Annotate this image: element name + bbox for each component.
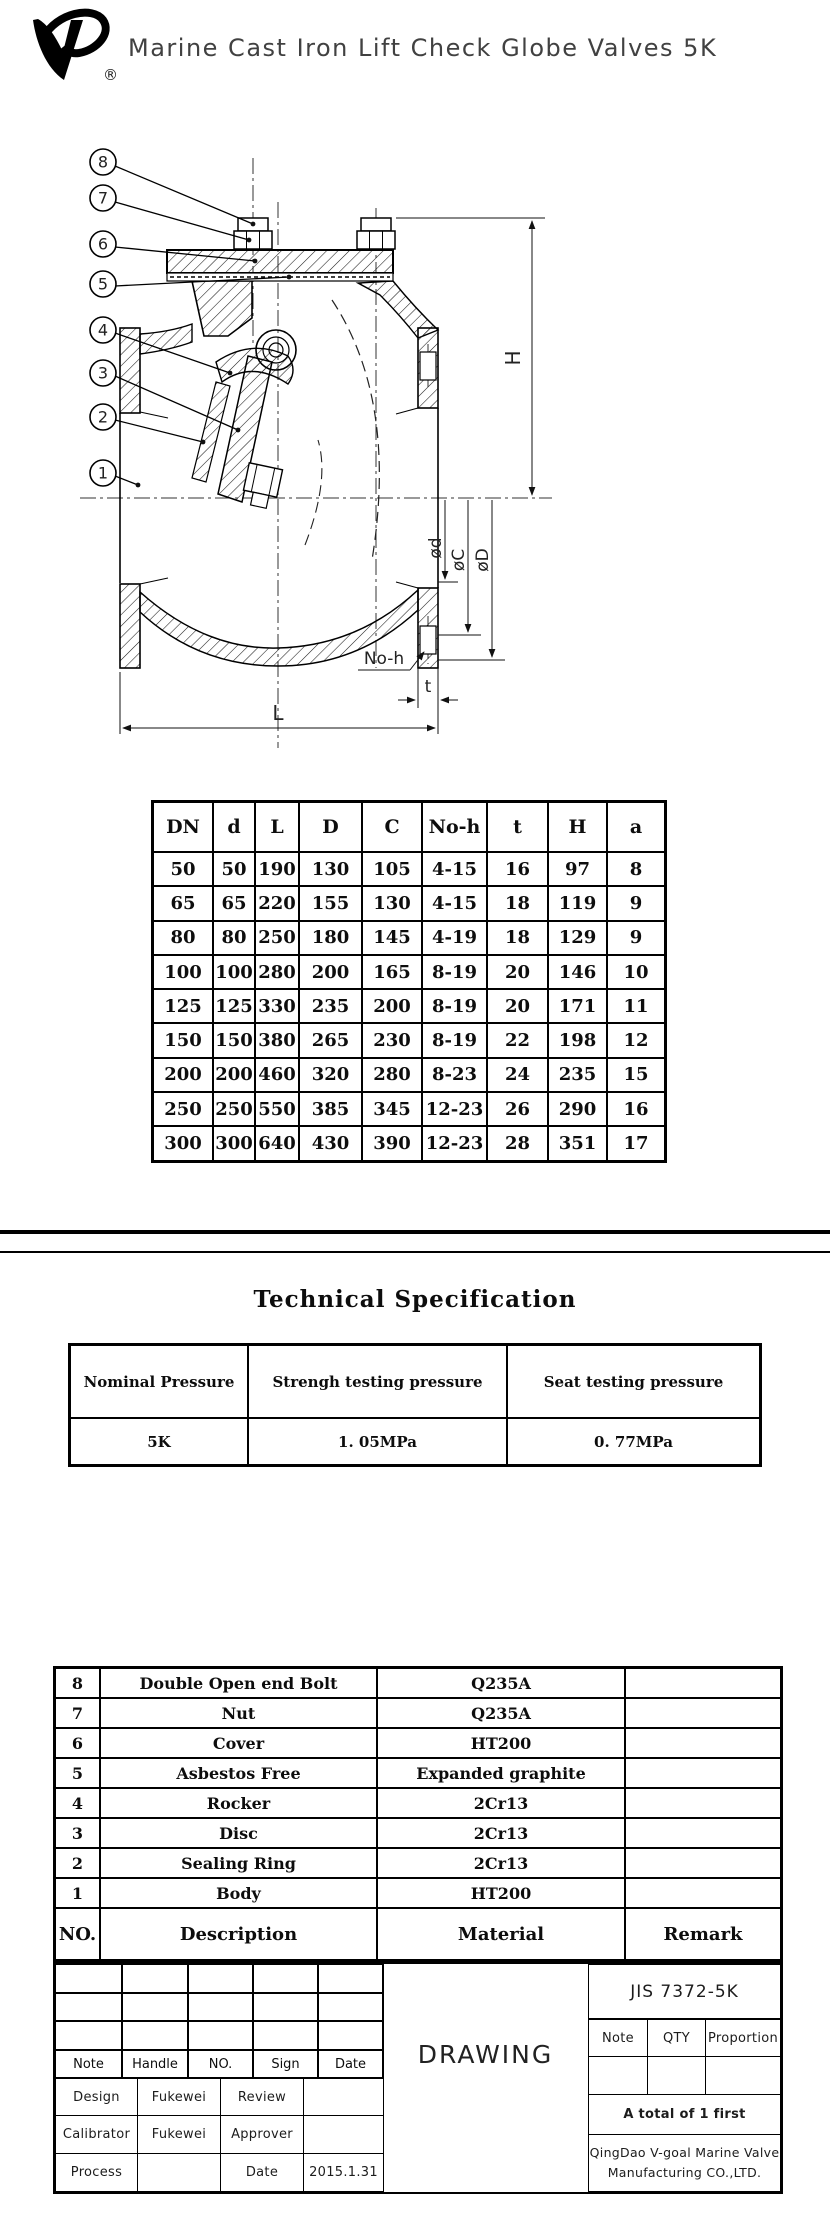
dim-col-header: DN — [153, 802, 213, 852]
dim-cell: 80 — [153, 921, 213, 955]
part-description: Nut — [100, 1698, 377, 1728]
part-remark — [625, 1758, 781, 1788]
part-remark — [625, 1848, 781, 1878]
parts-col-header: Remark — [625, 1908, 781, 1960]
part-description: Asbestos Free — [100, 1758, 377, 1788]
dimensions-table — [151, 800, 667, 1163]
dim-cell: 129 — [548, 921, 607, 955]
parts-list-table — [53, 1666, 783, 1962]
revision-col-header: Handle — [122, 2050, 188, 2078]
part-no: 5 — [55, 1758, 100, 1788]
part-material: HT200 — [377, 1878, 625, 1908]
callout-3: 3 — [97, 363, 109, 383]
dim-col-header: a — [607, 802, 665, 852]
dim-cell: 10 — [607, 955, 665, 989]
dim-cell: 65 — [213, 886, 255, 920]
review-value — [303, 2078, 384, 2116]
dim-cell: 9 — [607, 921, 665, 955]
dim-cell: 8 — [607, 852, 665, 886]
sheet-total: A total of 1 first — [588, 2094, 781, 2135]
part-remark — [625, 1818, 781, 1848]
dim-C-label: øC — [449, 548, 469, 572]
part-description: Disc — [100, 1818, 377, 1848]
registered-icon: ® — [103, 66, 118, 84]
design-name: Fukewei — [137, 2078, 221, 2116]
revision-empty-cell — [253, 1993, 318, 2021]
dim-cell: 345 — [362, 1092, 422, 1126]
part-description: Rocker — [100, 1788, 377, 1818]
revision-empty-cell — [122, 1993, 188, 2021]
revision-empty-cell — [122, 1964, 188, 1993]
note-col-header: Note — [588, 2019, 648, 2057]
calibrator-name: Fukewei — [137, 2115, 221, 2154]
revision-empty-cell — [253, 1964, 318, 1993]
hidden-passage-line — [332, 300, 379, 560]
title-block — [53, 1962, 783, 2194]
part-no: 7 — [55, 1698, 100, 1728]
part-material: 2Cr13 — [377, 1848, 625, 1878]
dim-cell: 12-23 — [422, 1126, 487, 1160]
flange-details — [120, 352, 438, 654]
revision-empty-cell — [55, 2021, 122, 2050]
dim-cell: 155 — [299, 886, 362, 920]
spec-value-strength: 1. 05MPa — [248, 1418, 507, 1465]
dim-cell: 230 — [362, 1023, 422, 1057]
dim-cell: 22 — [487, 1023, 548, 1057]
dim-cell: 460 — [255, 1058, 299, 1092]
revision-grid — [55, 1964, 383, 2078]
dim-t-label: t — [424, 677, 432, 697]
callout-4: 4 — [97, 320, 109, 340]
dim-cell: 180 — [299, 921, 362, 955]
dim-cell: 105 — [362, 852, 422, 886]
cover-bolt-right — [357, 218, 395, 249]
qty-col-header: QTY — [647, 2019, 706, 2057]
parts-col-header: NO. — [55, 1908, 100, 1960]
dim-cell: 8-19 — [422, 989, 487, 1023]
dim-cell: 20 — [487, 955, 548, 989]
note-col-value — [588, 2056, 648, 2095]
part-remark — [625, 1728, 781, 1758]
approver-value — [303, 2115, 384, 2154]
dim-cell: 11 — [607, 989, 665, 1023]
dim-cell: 300 — [213, 1126, 255, 1160]
dim-cell: 280 — [255, 955, 299, 989]
dim-cell: 8-19 — [422, 955, 487, 989]
dim-cell: 4-15 — [422, 886, 487, 920]
dim-cell: 380 — [255, 1023, 299, 1057]
dim-cell: 250 — [153, 1092, 213, 1126]
part-no: 4 — [55, 1788, 100, 1818]
callout-8: 8 — [97, 152, 109, 172]
proportion-col-header: Proportion — [705, 2019, 781, 2057]
company-line1: QingDao V-goal Marine Valve — [589, 2145, 780, 2160]
dim-cell: 9 — [607, 886, 665, 920]
part-material: Q235A — [377, 1668, 625, 1698]
part-description: Sealing Ring — [100, 1848, 377, 1878]
dim-cell: 200 — [153, 1058, 213, 1092]
dim-cell: 97 — [548, 852, 607, 886]
dim-cell: 198 — [548, 1023, 607, 1057]
part-description: Double Open end Bolt — [100, 1668, 377, 1698]
dim-col-header: d — [213, 802, 255, 852]
dim-cell: 550 — [255, 1092, 299, 1126]
part-remark — [625, 1788, 781, 1818]
dim-cell: 28 — [487, 1126, 548, 1160]
parts-col-header: Material — [377, 1908, 625, 1960]
dim-cell: 100 — [153, 955, 213, 989]
dim-cell: 26 — [487, 1092, 548, 1126]
spec-value-seat: 0. 77MPa — [507, 1418, 760, 1465]
dim-D-label: øD — [473, 548, 493, 572]
drawing-word: DRAWING — [417, 2040, 554, 2069]
dim-cell: 146 — [548, 955, 607, 989]
dim-cell: 235 — [299, 989, 362, 1023]
revision-empty-cell — [55, 1993, 122, 2021]
dim-cell: 130 — [299, 852, 362, 886]
dim-cell: 8-19 — [422, 1023, 487, 1057]
revision-col-header: Note — [55, 2050, 122, 2078]
revision-empty-cell — [188, 1964, 253, 1993]
bolt-hole-top — [420, 352, 436, 380]
company-name — [588, 2134, 781, 2192]
dim-cell: 12 — [607, 1023, 665, 1057]
revision-col-header: Date — [318, 2050, 383, 2078]
process-label: Process — [55, 2153, 138, 2192]
part-material: 2Cr13 — [377, 1818, 625, 1848]
approver-label: Approver — [220, 2115, 304, 2154]
bonnet-neck — [192, 281, 252, 336]
dim-cell: 125 — [153, 989, 213, 1023]
dim-cell: 15 — [607, 1058, 665, 1092]
dim-cell: 290 — [548, 1092, 607, 1126]
dim-cell: 125 — [213, 989, 255, 1023]
bolt-hole-bottom — [420, 626, 436, 654]
dim-cell: 80 — [213, 921, 255, 955]
dim-cell: 300 — [153, 1126, 213, 1160]
dim-cell: 330 — [255, 989, 299, 1023]
dim-col-header: C — [362, 802, 422, 852]
hidden-passage-line2 — [305, 440, 322, 545]
dimension-labels — [272, 350, 525, 725]
revision-empty-cell — [188, 1993, 253, 2021]
part-no: 1 — [55, 1878, 100, 1908]
dim-cell: 16 — [487, 852, 548, 886]
callout-balloons — [90, 149, 116, 486]
dim-cell: 390 — [362, 1126, 422, 1160]
dim-col-header: No-h — [422, 802, 487, 852]
dim-cell: 200 — [362, 989, 422, 1023]
dim-cell: 4-15 — [422, 852, 487, 886]
part-material: Q235A — [377, 1698, 625, 1728]
part-description: Cover — [100, 1728, 377, 1758]
dim-cell: 320 — [299, 1058, 362, 1092]
dim-cell: 12-23 — [422, 1092, 487, 1126]
spec-header-seat: Seat testing pressure — [507, 1345, 760, 1418]
dim-cell: 119 — [548, 886, 607, 920]
spec-title: Technical Specification — [253, 1286, 577, 1313]
part-material: Expanded graphite — [377, 1758, 625, 1788]
part-description: Body — [100, 1878, 377, 1908]
dim-cell: 430 — [299, 1126, 362, 1160]
dim-cell: 250 — [255, 921, 299, 955]
dim-cell: 200 — [299, 955, 362, 989]
review-label: Review — [220, 2078, 304, 2116]
revision-empty-cell — [188, 2021, 253, 2050]
dim-noh-label: No-h — [363, 649, 405, 669]
proportion-col-value — [705, 2056, 781, 2095]
dim-cell: 18 — [487, 921, 548, 955]
dim-col-header: H — [548, 802, 607, 852]
dim-cell: 20 — [487, 989, 548, 1023]
dim-cell: 17 — [607, 1126, 665, 1160]
part-no: 3 — [55, 1818, 100, 1848]
callout-5: 5 — [97, 274, 109, 294]
left-flange-bottom — [120, 584, 140, 668]
section-divider-thin — [0, 1251, 830, 1253]
valve-cross-section-drawing — [0, 95, 830, 765]
part-material: HT200 — [377, 1728, 625, 1758]
dim-cell: 145 — [362, 921, 422, 955]
dim-cell: 250 — [213, 1092, 255, 1126]
dim-cell: 50 — [153, 852, 213, 886]
calibrator-label: Calibrator — [55, 2115, 138, 2154]
dim-cell: 385 — [299, 1092, 362, 1126]
dim-cell: 640 — [255, 1126, 299, 1160]
revision-empty-cell — [318, 2021, 383, 2050]
dim-cell: 165 — [362, 955, 422, 989]
dim-cell: 65 — [153, 886, 213, 920]
section-divider-thick — [0, 1230, 830, 1234]
callout-1: 1 — [97, 463, 109, 483]
spec-value-nominal: 5K — [70, 1418, 248, 1465]
company-line2: Manufacturing CO.,LTD. — [607, 2165, 762, 2180]
dim-cell: 4-19 — [422, 921, 487, 955]
revision-col-header: NO. — [188, 2050, 253, 2078]
part-no: 8 — [55, 1668, 100, 1698]
valve-body-sections — [120, 250, 438, 668]
vgoal-logo — [25, 6, 123, 88]
part-no: 2 — [55, 1848, 100, 1878]
revision-empty-cell — [318, 1993, 383, 2021]
dim-cell: 190 — [255, 852, 299, 886]
date-label: Date — [220, 2153, 304, 2192]
dim-cell: 18 — [487, 886, 548, 920]
dim-cell: 50 — [213, 852, 255, 886]
callout-2: 2 — [97, 407, 109, 427]
spec-table — [68, 1343, 762, 1467]
dim-cell: 171 — [548, 989, 607, 1023]
dim-cell: 150 — [213, 1023, 255, 1057]
cover-plate — [167, 250, 393, 273]
dim-col-header: L — [255, 802, 299, 852]
part-remark — [625, 1668, 781, 1698]
dim-d-label: ød — [426, 537, 446, 559]
part-remark — [625, 1878, 781, 1908]
date-value: 2015.1.31 — [303, 2153, 384, 2192]
dim-cell: 351 — [548, 1126, 607, 1160]
dim-cell: 235 — [548, 1058, 607, 1092]
revision-col-header: Sign — [253, 2050, 318, 2078]
callout-6: 6 — [97, 234, 109, 254]
design-label: Design — [55, 2078, 138, 2116]
spec-header-nominal: Nominal Pressure — [70, 1345, 248, 1418]
dim-cell: 220 — [255, 886, 299, 920]
dim-L-label: L — [272, 701, 284, 725]
page-title: Marine Cast Iron Lift Check Globe Valves 5K — [128, 34, 718, 62]
dim-cell: 24 — [487, 1058, 548, 1092]
process-value — [137, 2153, 221, 2192]
parts-col-header: Description — [100, 1908, 377, 1960]
dim-cell: 200 — [213, 1058, 255, 1092]
revision-empty-cell — [122, 2021, 188, 2050]
dim-H-label: H — [501, 350, 525, 366]
dim-cell: 130 — [362, 886, 422, 920]
callout-7: 7 — [97, 188, 109, 208]
dim-col-header: t — [487, 802, 548, 852]
part-remark — [625, 1698, 781, 1728]
dim-cell: 16 — [607, 1092, 665, 1126]
dim-cell: 100 — [213, 955, 255, 989]
dim-cell: 150 — [153, 1023, 213, 1057]
dim-cell: 8-23 — [422, 1058, 487, 1092]
standard-code: JIS 7372-5K — [588, 1964, 781, 2019]
qty-col-value — [647, 2056, 706, 2095]
revision-empty-cell — [318, 1964, 383, 1993]
dim-cell: 280 — [362, 1058, 422, 1092]
part-no: 6 — [55, 1728, 100, 1758]
part-material: 2Cr13 — [377, 1788, 625, 1818]
revision-empty-cell — [253, 2021, 318, 2050]
drawing-cell — [383, 1964, 589, 2192]
spec-header-strength: Strengh testing pressure — [248, 1345, 507, 1418]
revision-empty-cell — [55, 1964, 122, 1993]
dim-cell: 265 — [299, 1023, 362, 1057]
dim-col-header: D — [299, 802, 362, 852]
